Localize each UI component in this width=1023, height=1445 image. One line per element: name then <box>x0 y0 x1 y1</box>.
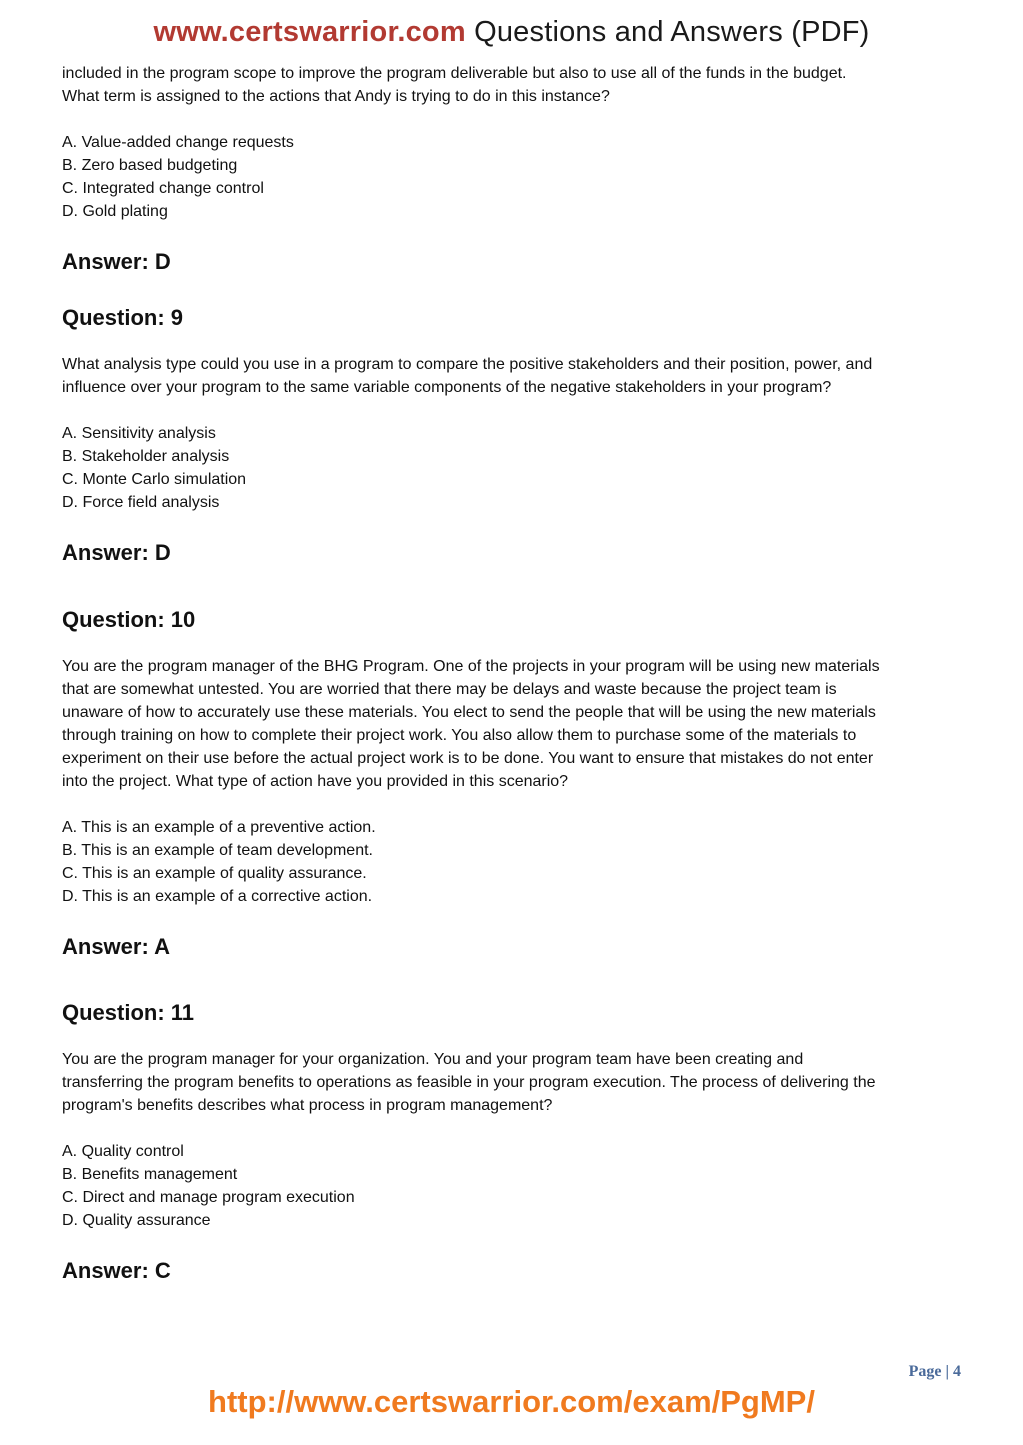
option-d: D. This is an example of a corrective action. <box>62 888 373 905</box>
page-number: Page | 4 <box>908 1363 961 1380</box>
answer-options <box>62 422 962 514</box>
question-text <box>62 353 962 399</box>
question-line: that are somewhat untested. You are worried that there may be delays and waste because the project team is <box>62 681 837 698</box>
question-line: through training on how to complete their project work. You also allow them to purchase some of the materials to <box>62 727 857 744</box>
header-title: Questions and Answers (PDF) <box>474 16 870 48</box>
option-b: B. Zero based budgeting <box>62 157 238 174</box>
question-text <box>62 1048 962 1117</box>
answer-label: Answer: C <box>62 1258 171 1283</box>
option-b: B. Benefits management <box>62 1166 238 1183</box>
footer-exam-link[interactable]: http://www.certswarrior.com/exam/PgMP/ <box>208 1384 815 1419</box>
option-b: B. This is an example of team development. <box>62 842 373 859</box>
question-line: experiment on their use before the actual project work is to be done. You want to ensure that mistakes do not enter <box>62 750 874 767</box>
question-text <box>62 62 962 108</box>
answer-options <box>62 816 962 908</box>
question-10 <box>62 605 962 962</box>
question-heading: Question: 11 <box>62 1000 195 1025</box>
answer-label: Answer: D <box>62 540 171 565</box>
option-a: A. Quality control <box>62 1143 184 1160</box>
question-line: You are the program manager for your organization. You and your program team have been creating and <box>62 1051 804 1068</box>
question-heading: Question: 10 <box>62 607 196 632</box>
option-a: A. Sensitivity analysis <box>62 425 216 442</box>
question-9 <box>62 303 962 568</box>
question-line: What analysis type could you use in a program to compare the positive stakeholders and their position, power, and <box>62 356 873 373</box>
question-11 <box>62 998 962 1286</box>
answer-label: Answer: D <box>62 249 171 274</box>
option-d: D. Quality assurance <box>62 1212 211 1229</box>
question-line: influence over your program to the same variable components of the negative stakeholders in your program? <box>62 379 832 396</box>
option-d: D. Force field analysis <box>62 494 220 511</box>
question-8-continued <box>62 62 962 277</box>
option-c: C. Monte Carlo simulation <box>62 471 247 488</box>
answer-label: Answer: A <box>62 934 170 959</box>
answer-options <box>62 131 962 223</box>
option-c: C. Direct and manage program execution <box>62 1189 355 1206</box>
question-line: included in the program scope to improve the program deliverable but also to use all of the funds in the budget. <box>62 65 847 82</box>
document-body <box>62 62 962 1286</box>
option-c: C. Integrated change control <box>62 180 264 197</box>
header-site: www.certswarrior.com <box>153 16 466 48</box>
option-c: C. This is an example of quality assurance. <box>62 865 367 882</box>
question-text <box>62 655 962 793</box>
question-line: unaware of how to accurately use these materials. You elect to send the people that will be using the new materials <box>62 704 876 721</box>
question-line: What term is assigned to the actions that Andy is trying to do in this instance? <box>62 88 610 105</box>
question-line: You are the program manager of the BHG Program. One of the projects in your program will be using new materials <box>62 658 880 675</box>
option-a: A. This is an example of a preventive action. <box>62 819 376 836</box>
answer-options <box>62 1140 962 1232</box>
option-d: D. Gold plating <box>62 203 168 220</box>
question-line: program's benefits describes what process in program management? <box>62 1097 553 1114</box>
question-heading: Question: 9 <box>62 305 184 330</box>
option-a: A. Value-added change requests <box>62 134 294 151</box>
question-line: into the project. What type of action have you provided in this scenario? <box>62 773 569 790</box>
question-line: transferring the program benefits to operations as feasible in your program execution. The process of delivering the <box>62 1074 876 1091</box>
option-b: B. Stakeholder analysis <box>62 448 230 465</box>
page-header <box>0 14 1023 50</box>
